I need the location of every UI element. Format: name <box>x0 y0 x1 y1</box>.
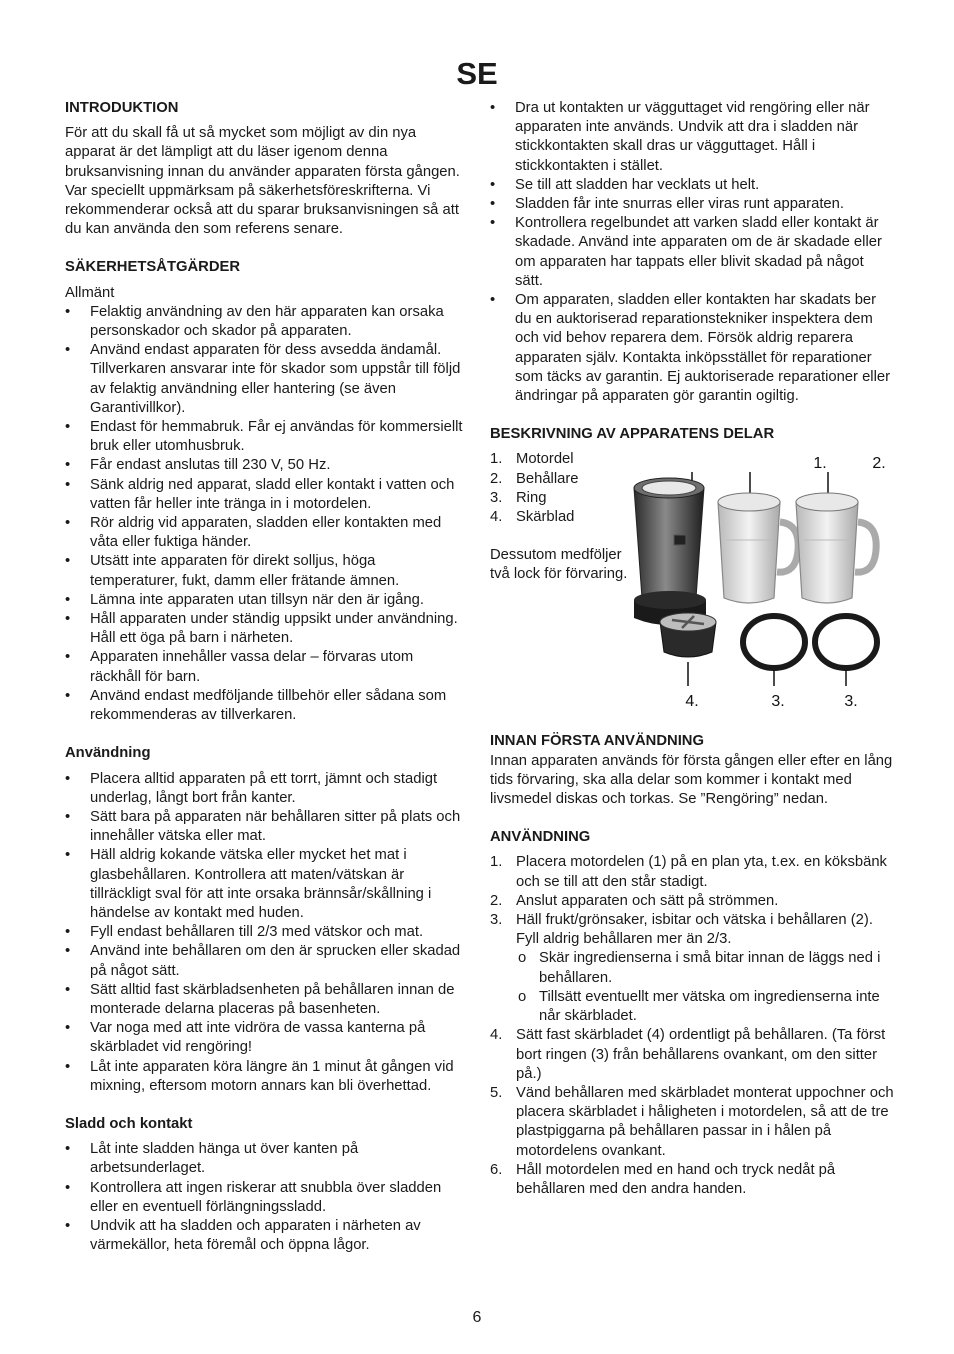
list-item <box>490 450 630 469</box>
safety-heading: SÄKERHETSÅTGÄRDER <box>65 259 241 276</box>
ring-image <box>815 616 877 668</box>
list-item: • Får endast anslutas till 230 V, 50 Hz. <box>65 456 465 475</box>
list-item: • Fyll endast behållaren till 2/3 med vätskor och mat. <box>65 923 465 942</box>
cord-list <box>65 1140 465 1255</box>
list-item: • Utsätt inte apparaten för direkt solljus, höga temperaturer, fukt, damm eller frätande ämnen. <box>65 552 465 590</box>
list-item: • Låt inte apparaten köra längre än 1 minut åt gången vid mixning, eftersom motorn annars kan bli överhettad. <box>65 1058 465 1096</box>
part-label: Behållare <box>516 470 579 487</box>
list-item: • Sätt bara på apparaten när behållaren sitter på plats och innehåller vätska eller mat. <box>65 808 465 846</box>
list-item: • Var noga med att inte vidröra de vassa kanterna på skärbladet vid rengöring! <box>65 1019 465 1057</box>
usage-steps-list <box>490 853 895 1199</box>
list-item: • Dra ut kontakten ur vägguttaget vid rengöring eller när apparaten inte används. Undvik att dra i sladden när stickkontakten skall dras ur vägguttaget. Håll i stickkontakten i stället. <box>490 99 895 176</box>
blade-unit-image <box>660 613 716 657</box>
general-list <box>65 303 465 725</box>
callout-4: 4. <box>685 693 699 711</box>
parts-figure <box>622 450 902 720</box>
step-text: Vänd behållaren med skärbladet monterat uppochner och placera skärbladet i håligheten i motordelen, så att de tre plastpiggarna på behållaren passar in i hålen på motordelens ovankant. <box>516 1084 894 1159</box>
step-number: 4. <box>490 1027 503 1044</box>
list-item <box>490 853 895 891</box>
page-number: 6 <box>472 1309 482 1326</box>
list-item: • Använd endast apparaten för dess avsedda ändamål. Tillverkaren ansvarar inte för skador som uppstår till följd av felaktig användning eller hantering (se även Garantivillkor). <box>65 341 465 418</box>
sub-bullet: o <box>518 988 527 1005</box>
part-number: 2. <box>490 470 503 487</box>
list-item: • Kontrollera att ingen riskerar att snubbla över sladden eller en eventuell förlängningssladd. <box>65 1179 465 1217</box>
step-text: Placera motordelen (1) på en plan yta, t.ex. en köksbänk och se till att den står stadigt. <box>516 854 887 890</box>
list-item: • Sätt alltid fast skärbladsenheten på behållaren innan de monterade delarna placeras på basenheten. <box>65 981 465 1019</box>
list-item: • Håll apparaten under ständig uppsikt under användning. Håll ett öga på barn i närheten. <box>65 610 465 648</box>
part-number: 4. <box>490 509 503 526</box>
usage-heading: Användning <box>65 745 151 762</box>
callout-3a: 3. <box>771 693 785 711</box>
list-item: • Endast för hemmabruk. Får ej användas för kommersiellt bruk eller utomhusbruk. <box>65 418 465 456</box>
list-item: • Rör aldrig vid apparaten, sladden eller kontakten med våta eller fuktiga händer. <box>65 514 465 552</box>
list-item <box>490 1084 895 1161</box>
sub-text: Tillsätt eventuellt mer vätska om ingredienserna inte når skärbladet. <box>539 988 880 1025</box>
list-item <box>516 988 895 1026</box>
list-item: • Häll aldrig kokande vätska eller mycket het mat i glasbehållaren. Kontrollera att maten/vätskan är tillräckligt sval för att inte orsaka brännsår/skållning i händelse av kontakt med huden. <box>65 846 465 923</box>
step-number: 3. <box>490 912 503 929</box>
list-item: • Om apparaten, sladden eller kontakten har skadats ber du en auktoriserad reparationstekniker inspektera dem och vid behov reparera dem. Försök aldrig reparera apparaten själv. Kontakta inköpsstället för reparationer som täcks av garantin. Ej auktoriserade reparationer eller ändringar på apparaten gör garantin ogiltig. <box>490 291 895 406</box>
list-item: • Lämna inte apparaten utan tillsyn när den är igång. <box>65 591 465 610</box>
before-first-use-heading: INNAN FÖRSTA ANVÄNDNING <box>490 733 704 750</box>
part-number: 3. <box>490 489 503 506</box>
callout-2a: 2. <box>872 455 886 473</box>
cord-list-continued <box>490 99 895 406</box>
intro-heading: INTRODUKTION <box>65 100 179 116</box>
part-label: Skärblad <box>516 509 575 526</box>
container-cup-image <box>718 493 798 603</box>
container-cup-image <box>796 493 876 603</box>
callout-3b: 3. <box>844 693 858 711</box>
step-number: 1. <box>490 854 503 871</box>
parts-extra-note: Dessutom medföljer två lock för förvaring. <box>490 547 628 583</box>
before-first-use-text: Innan apparaten används för första gången eller efter en lång tids förvaring, ska alla delar som kommer i kontakt med livsmedel diskas och torkas. Se ”Rengöring” nedan. <box>490 752 893 808</box>
motor-base-image <box>634 478 706 625</box>
part-label: Motordel <box>516 451 574 468</box>
part-number: 1. <box>490 451 503 468</box>
page-title: SE <box>456 56 498 91</box>
list-item <box>490 508 630 527</box>
list-item: • Använd inte behållaren om den är sprucken eller skadad på något sätt. <box>65 942 465 980</box>
list-item <box>490 489 630 508</box>
step-sublist <box>516 949 895 1026</box>
usage-steps-heading: ANVÄNDNING <box>490 829 591 846</box>
intro-paragraph: För att du skall få ut så mycket som möjligt av din nya apparat är det lämpligt att du läser igenom denna bruksanvisning innan du använder apparaten första gången. Var speciellt uppmärksam på säkerhetsföreskrifterna. Vi rekommenderar också att du sparar bruksanvisningen så att du kan använda den som referens senare. <box>65 125 460 238</box>
list-item: • Kontrollera regelbundet att varken sladd eller kontakt är skadade. Använd inte apparaten om de är skadade eller om apparaten har tappats eller blivit skadad på något sätt. <box>490 214 895 291</box>
list-item <box>490 1026 895 1084</box>
list-item <box>490 1161 895 1199</box>
parts-list <box>490 450 630 584</box>
step-number: 6. <box>490 1161 503 1178</box>
usage-list <box>65 770 465 1096</box>
list-item <box>516 949 895 987</box>
parts-section <box>490 450 895 732</box>
list-item: • Placera alltid apparaten på ett torrt, jämnt och stadigt underlag, långt bort från kanter. <box>65 770 465 808</box>
list-item: • Se till att sladden har vecklats ut helt. <box>490 176 895 195</box>
list-item: • Felaktig användning av den här apparaten kan orsaka personskador och skador på apparaten. <box>65 303 465 341</box>
parts-heading: BESKRIVNING AV APPARATENS DELAR <box>490 426 775 443</box>
list-item <box>490 470 630 489</box>
list-item: • Sänk aldrig ned apparat, sladd eller kontakt i vatten och vatten får heller inte tränga in i motordelen. <box>65 476 465 514</box>
step-text: Häll frukt/grönsaker, isbitar och vätska i behållaren (2). Fyll aldrig behållaren mer än 2/3. <box>516 912 873 948</box>
ring-image <box>743 616 805 668</box>
right-column <box>490 99 895 1199</box>
left-column <box>65 99 465 1255</box>
step-number: 2. <box>490 892 503 909</box>
callout-1: 1. <box>813 455 827 473</box>
step-number: 5. <box>490 1084 503 1101</box>
step-text: Anslut apparaten och sätt på strömmen. <box>516 892 779 909</box>
list-item: • Undvik att ha sladden och apparaten i närheten av värmekällor, heta föremål och öppna lågor. <box>65 1217 465 1255</box>
list-item: • Apparaten innehåller vassa delar – förvaras utom räckhåll för barn. <box>65 648 465 686</box>
sub-text: Skär ingredienserna i små bitar innan de läggs ned i behållaren. <box>539 950 881 986</box>
general-label: Allmänt <box>65 284 115 301</box>
list-item <box>490 892 895 911</box>
list-item <box>490 911 895 1026</box>
cord-heading: Sladd och kontakt <box>65 1115 193 1132</box>
list-item: • Använd endast medföljande tillbehör eller sådana som rekommenderas av tillverkaren. <box>65 687 465 725</box>
step-text: Sätt fast skärbladet (4) ordentligt på behållaren. (Ta först bort ringen (3) från behållarens ovankant, om den sitter på.) <box>516 1027 886 1082</box>
list-item: • Sladden får inte snurras eller viras runt apparaten. <box>490 195 895 214</box>
list-item: • Låt inte sladden hänga ut över kanten på arbetsunderlaget. <box>65 1140 465 1178</box>
sub-bullet: o <box>518 950 527 967</box>
step-text: Håll motordelen med en hand och tryck nedåt på behållaren med den andra handen. <box>516 1161 836 1197</box>
part-label: Ring <box>516 489 547 506</box>
